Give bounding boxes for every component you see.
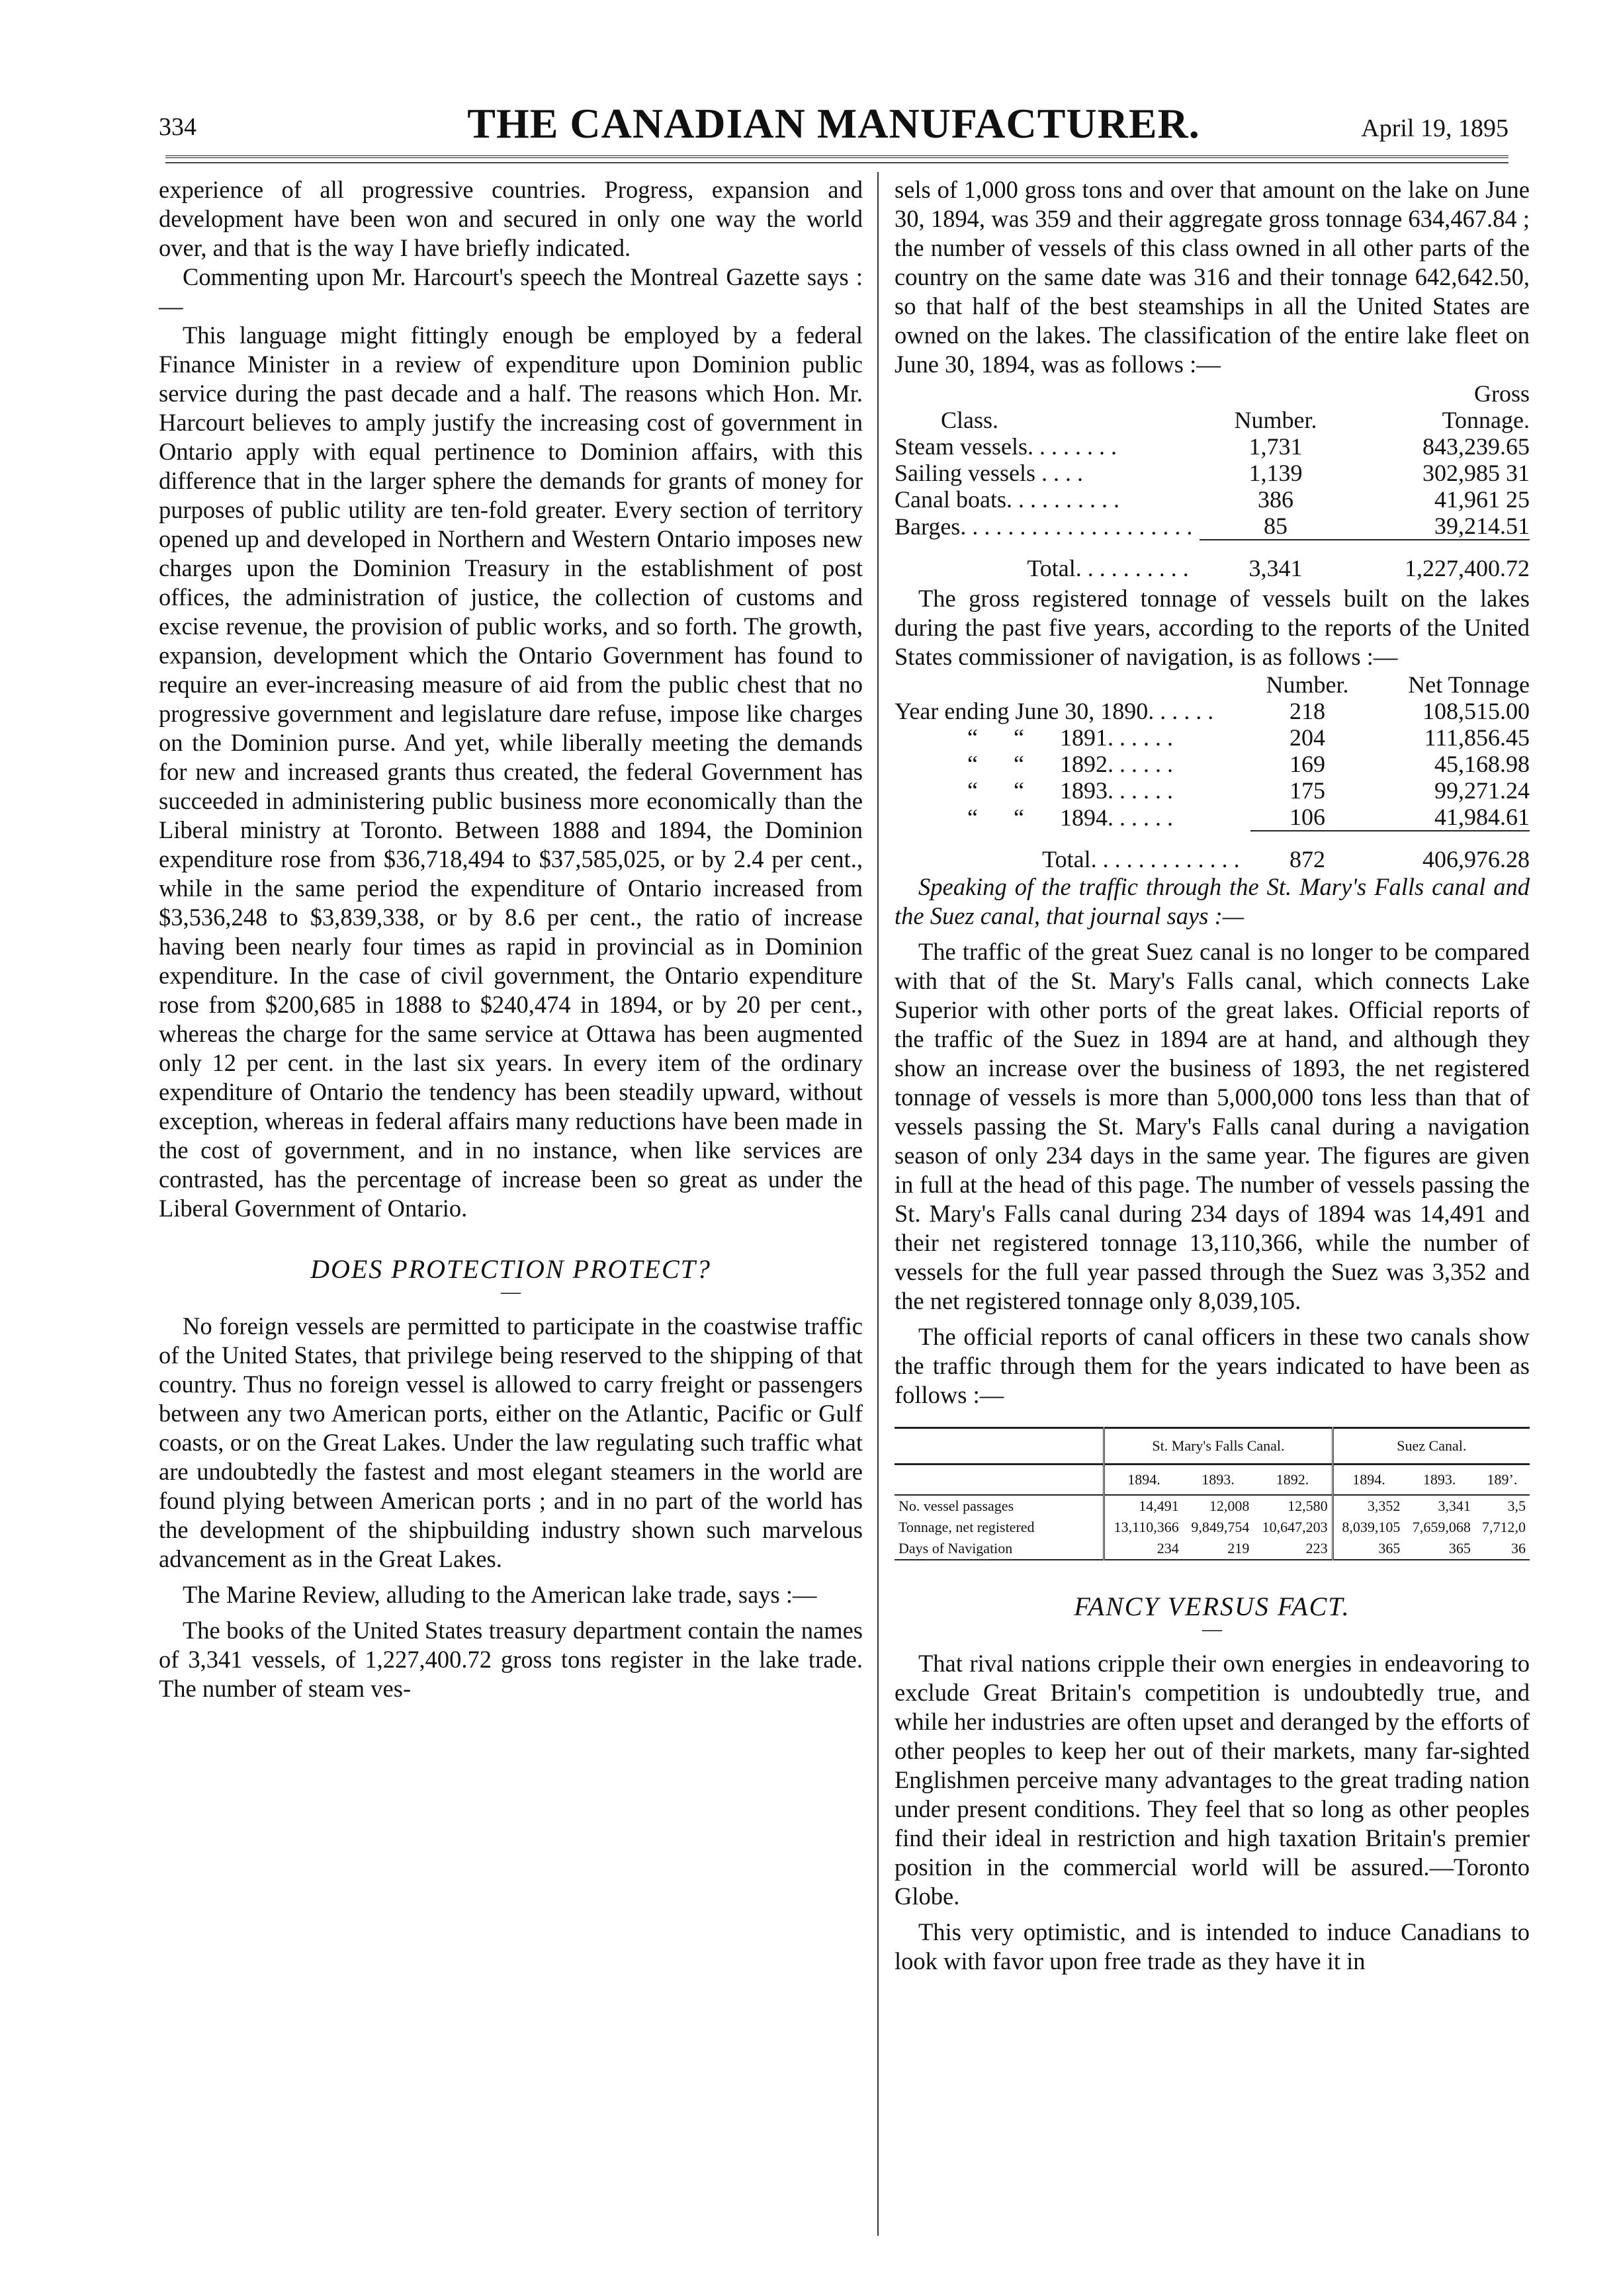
value-cell: 365 <box>1333 1538 1404 1560</box>
class-cell: Steam vessels. . . . . . . . <box>895 433 1117 460</box>
year-cell: “ “ 1894. . . . . . <box>967 804 1173 831</box>
column-header: Number. <box>1234 407 1317 433</box>
total-label: Total. . . . . . . . . . <box>1027 555 1189 581</box>
column-header: Net Tonnage <box>1408 671 1530 698</box>
row-label: Days of Navigation <box>898 1540 1013 1556</box>
canal-traffic-table <box>895 1427 1530 1560</box>
paragraph: No foreign vessels are permitted to participate in the coastwise traffic of the United States, that privilege being reserved to the shipping of that country. Thus no foreign vessel is allowed to carry freight or passengers between any two American ports, either on the Atlantic, Pacific or Gulf coasts, or on the Great Lakes. Under the law regulating such traffic what are undoubtedly the fastest and most elegant steamers in the world are found plying between American ports ; and in no part of the world has the development of the shipbuilding industry shown such marvelous advancement as in the Great Lakes. <box>159 1312 863 1572</box>
table-row <box>895 724 1530 751</box>
year-header: 1892. <box>1276 1471 1309 1488</box>
heading-dash: — <box>1202 1618 1222 1640</box>
column-header: Tonnage. <box>1442 407 1530 433</box>
table-row <box>895 1538 1530 1560</box>
paragraph: Commenting upon Mr. Harcourt's speech the Montreal Gazette says :— <box>159 263 863 319</box>
value-cell: 13,110,366 <box>1104 1517 1183 1538</box>
table-row <box>895 804 1530 831</box>
tonnage-cell: 41,984.61 <box>1364 804 1530 831</box>
year-header: 1893. <box>1202 1471 1235 1488</box>
year-header: 1893. <box>1422 1471 1456 1488</box>
number-cell: 175 <box>1289 777 1325 804</box>
paragraph: This very optimistic, and is intended to induce Canadians to look with favor upon free trade as they have it in <box>895 1918 1530 1975</box>
value-cell: 14,491 <box>1104 1495 1183 1517</box>
total-label: Total. . . . . . . . . . . . . <box>1042 846 1240 872</box>
number-cell: 204 <box>1289 724 1325 751</box>
table-row <box>895 1517 1530 1538</box>
column-header: Class. <box>941 407 999 433</box>
value-cell: 365 <box>1448 1540 1471 1556</box>
value-cell: 234 <box>1104 1538 1183 1560</box>
value-cell: 3,341 <box>1438 1498 1471 1514</box>
year-cell: Year ending June 30, 1890. . . . . . <box>895 698 1214 724</box>
value-cell: 219 <box>1227 1540 1250 1556</box>
year-header: 1894. <box>1104 1465 1183 1496</box>
paragraph: The Marine Review, alluding to the American lake trade, says :— <box>183 1581 817 1608</box>
left-column <box>159 175 863 1703</box>
value-cell: 7,659,068 <box>1412 1519 1471 1535</box>
table-row <box>895 433 1530 460</box>
table-row <box>895 460 1530 486</box>
table-row <box>895 486 1530 513</box>
column-divider <box>877 172 879 2236</box>
total-tonnage: 1,227,400.72 <box>1405 555 1530 581</box>
tonnage-cell: 41,961 25 <box>1434 486 1530 513</box>
number-cell: 85 <box>1200 513 1352 540</box>
paragraph: experience of all progressive countries. Progress, expansion and development have been won and secured in only one way the world over, and that is the way I have briefly indicated. <box>159 176 863 261</box>
tonnage-cell: 39,214.51 <box>1352 513 1530 540</box>
number-cell: 106 <box>1250 804 1365 831</box>
tonnage-cell: 108,515.00 <box>1422 698 1530 724</box>
page-number: 334 <box>159 113 197 141</box>
number-cell: 169 <box>1289 751 1325 777</box>
section-heading: FANCY VERSUS FACT. <box>1074 1592 1350 1621</box>
value-cell: 8,039,105 <box>1333 1517 1404 1538</box>
class-cell: Barges. . . . . . . . . . . . . . . . . . . . <box>895 513 1193 540</box>
table-row <box>895 513 1530 540</box>
tonnage-cell: 111,856.45 <box>1424 724 1530 751</box>
quoted-paragraph: That rival nations cripple their own energies in endeavoring to exclude Great Britain's competition is undoubtedly true, and while her industries are often upset and deranged by the efforts of other peoples to keep her out of their markets, many far-sighted Englishmen perceive many advantages to the great trading nation under present conditions. They feel that so long as other peoples find their ideal in restriction and high taxation Britain's premier position in the commercial world will be assured.—Toronto Globe. <box>895 1650 1530 1910</box>
year-header: 1894. <box>1333 1465 1404 1496</box>
paragraph: The books of the United States treasury department contain the names of 3,341 vessels, of 1,227,400.72 gross tons register in the lake trade. The number of steam ves- <box>159 1617 863 1702</box>
table-row <box>895 1495 1530 1517</box>
paragraph: The official reports of canal officers in these two canals show the traffic through them for the years indicated to have been as follows :— <box>895 1323 1530 1408</box>
value-cell: 10,647,203 <box>1262 1519 1328 1535</box>
quoted-paragraph: This language might fittingly enough be employed by a federal Finance Minister in a review of expenditure upon Dominion public service during the past decade and a half. The reasons which Hon. Mr. Harcourt believes to amply justify the increasing cost of government in Ontario apply with equal pertinence to Dominion affairs, with this difference that in the larger sphere the demands for grants of money for purposes of public utility are ten-fold greater. Every section of territory opened up and developed in Northern and Western Ontario imposes new charges upon the Dominion Treasury in the establishment of post offices, the administration of justice, the collection of customs and excise revenue, the provision of public works, and so forth. The growth, expansion, development which the Ontario Government has found to require an ever-increasing measure of aid from the public chest that no progressive government and legislature dare refuse, impose like charges on the Dominion purse. And yet, while liberally meeting the demands for new and increased grants thus created, the federal Government has succeeded in administering public business more economically than the Liberal ministry at Toronto. Between 1888 and 1894, the Dominion expenditure rose from $36,718,494 to $37,585,025, or by 2.4 per cent., while in the same period the expenditure of Ontario increased from $3,536,248 to $3,839,338, or by 8.6 per cent., the ratio of increase having been nearly four times as rapid in provincial as in Dominion expenditure. In the case of civil government, the Ontario expenditure rose from $200,685 in 1888 to $240,474 in 1894, or by 20 per cent., whereas the charge for the same service at Ottawa has been augmented only 12 per cent. in the last six years. In every item of the ordinary expenditure of Ontario the tendency has been steadily upward, without exception, whereas in federal affairs many reductions have been made in the cost of government, and in no instance, when like services are contrasted, has the percentage of increase been so great as under the Liberal Government of Ontario. <box>159 321 863 1222</box>
row-label: Tonnage, net registered <box>898 1519 1035 1535</box>
value-cell: 3,5 <box>1507 1498 1526 1514</box>
year-cell: “ “ 1892. . . . . . <box>967 751 1173 777</box>
issue-date: April 19, 1895 <box>1361 114 1508 142</box>
column-header: Number. <box>1266 671 1349 698</box>
class-cell: Sailing vessels . . . . <box>895 460 1083 486</box>
total-number: 872 <box>1289 846 1325 872</box>
total-tonnage: 406,976.28 <box>1422 846 1530 872</box>
paragraph: Speaking of the traffic through the St. Mary's Falls canal and the Suez canal, that journal says :— <box>895 873 1530 929</box>
year-cell: “ “ 1893. . . . . . <box>967 777 1173 804</box>
table-row <box>895 698 1530 724</box>
section-heading: DOES PROTECTION PROTECT? <box>310 1254 711 1284</box>
tonnage-cell: 843,239.65 <box>1422 433 1530 460</box>
value-cell: 9,849,754 <box>1191 1519 1250 1535</box>
page-header <box>159 99 1508 152</box>
vessels-built-table <box>895 671 1530 872</box>
number-cell: 386 <box>1257 486 1293 513</box>
value-cell: 36 <box>1511 1540 1526 1556</box>
value-cell: 7,712,0 <box>1482 1519 1526 1535</box>
row-label: No. vessel passages <box>898 1498 1014 1514</box>
number-cell: 1,139 <box>1248 460 1303 486</box>
gross-label: Gross <box>1473 380 1530 407</box>
group-header: Suez Canal. <box>1333 1428 1530 1465</box>
tonnage-cell: 99,271.24 <box>1434 777 1530 804</box>
table-row <box>895 751 1530 777</box>
publication-title: THE CANADIAN MANUFACTURER. <box>467 100 1200 147</box>
header-rule <box>165 155 1508 163</box>
lake-fleet-table <box>895 380 1530 581</box>
year-cell: “ “ 1891. . . . . . <box>967 724 1173 751</box>
tonnage-cell: 45,168.98 <box>1434 751 1530 777</box>
paragraph: The gross registered tonnage of vessels built on the lakes during the past five years, according to the reports of the United States commissioner of navigation, is as follows :— <box>895 585 1530 670</box>
class-cell: Canal boats. . . . . . . . . . <box>895 486 1119 513</box>
total-number: 3,341 <box>1248 555 1303 581</box>
table-row <box>895 777 1530 804</box>
quoted-paragraph: The traffic of the great Suez canal is no longer to be compared with that of the St. Mary's Falls canal, which connects Lake Superior with other ports of the great lakes. Official reports of the traffic of the Suez in 1894 are at hand, and although they show an increase over the business of 1893, the net registered tonnage of vessels is more than 5,000,000 tons less than that of vessels passing the St. Mary's Falls canal during a navigation season of only 234 days in the same year. The figures are given in full at the head of this page. The number of vessels passing the St. Mary's Falls canal during 234 days of 1894 was 14,491 and their net registered tonnage 13,110,366, while the number of vessels for the full year passed through the Suez was 3,352 and the net registered tonnage only 8,039,105. <box>895 938 1530 1314</box>
value-cell: 223 <box>1305 1540 1328 1556</box>
value-cell: 12,580 <box>1288 1498 1328 1514</box>
year-header: 189’. <box>1487 1471 1518 1488</box>
number-cell: 218 <box>1289 698 1325 724</box>
value-cell: 12,008 <box>1209 1498 1250 1514</box>
group-header: St. Mary's Falls Canal. <box>1104 1428 1333 1465</box>
total-row <box>895 540 1530 581</box>
value-cell: 3,352 <box>1333 1495 1404 1517</box>
tonnage-cell: 302,985 31 <box>1422 460 1530 486</box>
right-column <box>895 175 1530 1976</box>
heading-dash: — <box>501 1281 521 1302</box>
paragraph: sels of 1,000 gross tons and over that amount on the lake on June 30, 1894, was 359 and their aggregate gross tonnage 634,467.84 ; the number of vessels of this class owned in all other parts of the country on the same date was 316 and their tonnage 642,642.50, so that half of the best steamships in all the United States are owned on the lakes. The classification of the entire lake fleet on June 30, 1894, was as follows :— <box>895 176 1530 378</box>
number-cell: 1,731 <box>1248 433 1303 460</box>
total-row <box>895 831 1530 872</box>
